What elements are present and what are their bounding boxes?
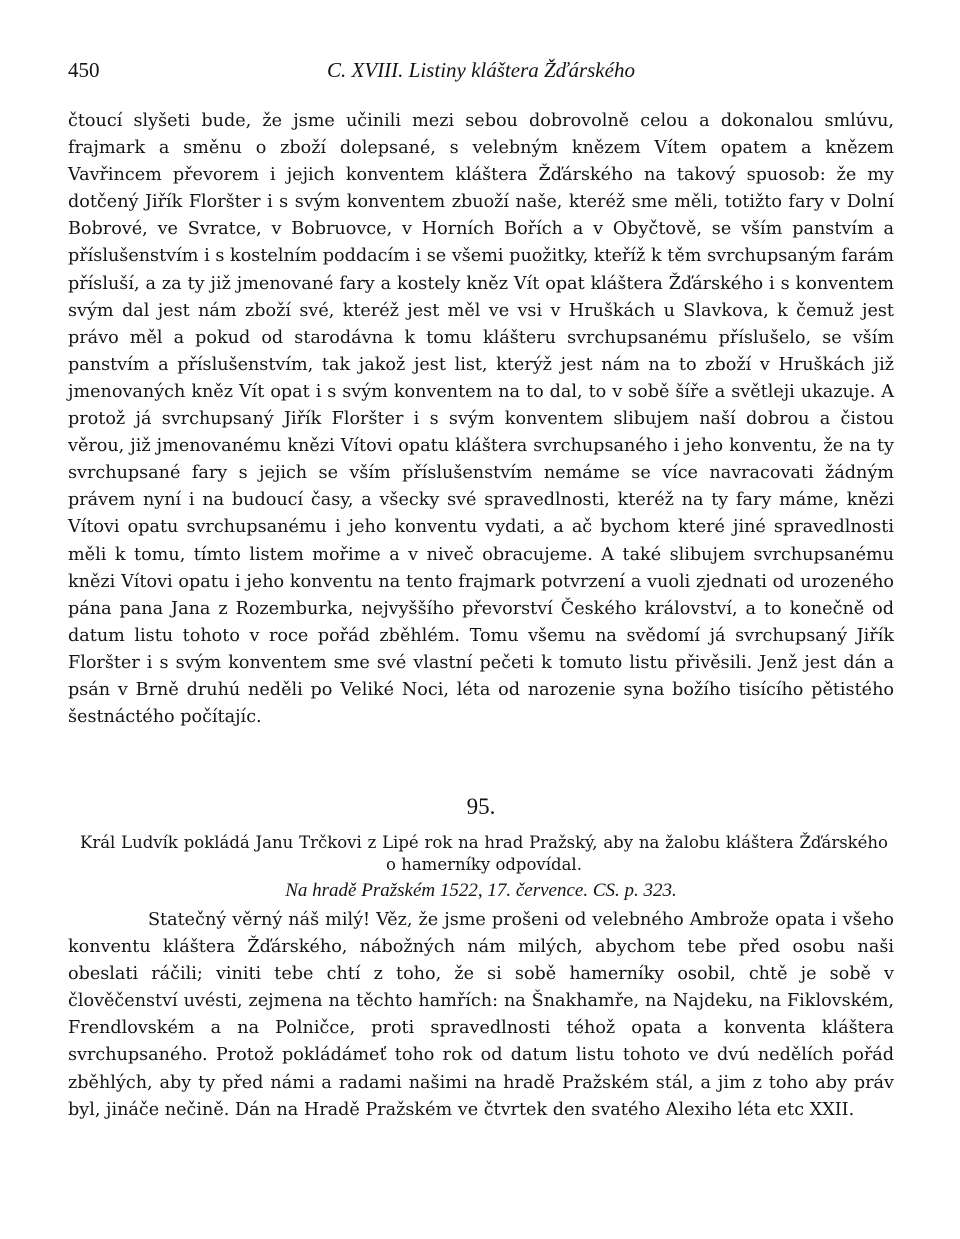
page-header — [68, 58, 894, 86]
running-head: C. XVIII. Listiny kláštera Žďárského — [327, 58, 635, 82]
document-number: 95. — [466, 794, 496, 819]
page-number: 450 — [68, 58, 100, 82]
document-dating: Na hradě Pražském 1522, 17. července. CS. p. 323. — [285, 880, 677, 901]
document-text-paragraph: Statečný věrný náš milý! Věz, že jsme prošeni od velebného Ambrože opata i všeho konventu kláštera Žďárského, nábožných nám milých, abychom tebe před osobu naši obeslati ráčili; viniti tebe chtí z toho, že si sobě hamerníky osobil, chtě je sobě v člověčenství uvésti, zejmena na těchto hamřích: na Šnakhamře, na Najdeku, na Fiklovském, Frendlovském a na Polničce, proti spravedlnosti téhož opata a konventa kláštera svrchupsaného. Protož pokládámeť toho rok od datum listu tohoto ve dvú nedělích pořád zběhlých, aby ty před námi a radami našimi na hradě Pražském stál, a jim z toho aby práv byl, jináče nečině. Dán na Hradě Pražském ve čtvrtek den svatého Alexiho léta etc XXII. — [68, 910, 894, 1120]
document-regest: Král Ludvík pokládá Janu Trčkovi z Lipé rok na hrad Pražský, aby na žalobu kláštera Žďárského o hamerníky odpovídal. — [80, 833, 888, 874]
continued-text-paragraph: čtoucí slyšeti bude, že jsme učinili mezi sebou dobrovolně celou a dokonalou smlúvu, frajmark a směnu o zboží dolepsané, s velebným knězem Vítem opatem a knězem Vavřincem převorem i jejich konventem kláštera Žďárského na takový spuosob: že my dotčený Jiřík Floršter i s svým konventem zbuoží naše, kteréž sme měli, totižto fary v Dolní Bobrové, ve Svratce, v Bobruovce, v Horních Bořích a v Obyčtově, se vším panstvím a příslušenstvím i s kostelním poddacím i se všemi puožitky, kteříž k těm svrchupsaným farám přísluší, a za ty již jmenované fary a kostely kněz Vít opat kláštera Žďárského i s konventem svým dal jest nám zboží své, kteréž jest měl ve vsi v Hruškách u Slavkova, k čemuž jest právo měl a pokud od starodávna k tomu klášteru svrchupsanému příslušelo, se vším panstvím a příslušenstvím, tak jakož jest list, kterýž jest nám na to zboží v Hruškách již jmenovaných kněz Vít opat i s svým konventem na to dal, to v sobě šíře a světleji ukazuje. A protož já svrchupsaný Jiřík Floršter i s svým konventem slibujem naší dobrou a čistou věrou, již jmenovanému knězi Vítovi opatu kláštera svrchupsaného i jeho konventu, že na ty svrchupsané fary s jejich se vším příslušenstvím nemáme se více navracovati žádným právem nyní i na budoucí časy, a všecky své spravedlnosti, kteréž na ty fary máme, knězi Vítovi opatu svrchupsanému i jeho konventu vydati, a ač bychom které jiné spravedlnosti měli k tomu, tímto listem mořime a v niveč obracujeme. A také slibujem svrchupsanému knězi Vítovi opatu i jeho konventu na tento frajmark potvrzení a vuoli zjednati od urozeného pána pana Jana z Rozemburka, nejvyššího převorství Českého království, a to konečně od datum listu tohoto v roce pořád zběhlém. Tomu všemu na svědomí já svrchupsaný Jiřík Floršter i s svým konventem sme své vlastní pečeti k tomuto listu přivěsili. Jenž jest dán a psán v Brně druhú neděli po Veliké Noci, léta od narozenie syna božího tisícího pětistého šestnáctého počítajíc. — [68, 111, 894, 728]
